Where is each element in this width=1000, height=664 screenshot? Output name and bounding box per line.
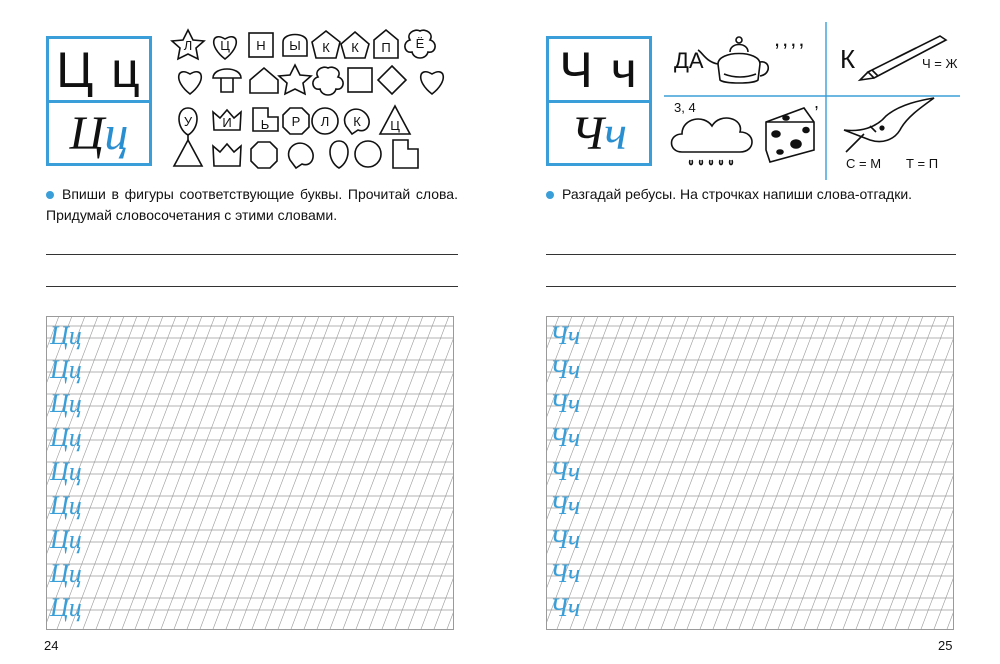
shapes-puzzle <box>168 28 458 178</box>
shape-letter: К <box>322 40 330 55</box>
grid-slant-line <box>200 316 319 630</box>
cloud-icon <box>672 118 753 164</box>
grid-slant-line <box>96 316 215 630</box>
sample-cursive-letters: Чч <box>550 423 581 452</box>
shape-row-1 <box>172 30 435 59</box>
swallow-icon <box>844 98 934 152</box>
teapot-icon <box>698 37 768 83</box>
cursive-upper: Ч <box>571 106 605 160</box>
printed-letter: Ч ч <box>549 39 649 103</box>
shape-letter: Ё <box>415 36 425 51</box>
grid-slant-line <box>317 316 436 630</box>
grid-slant-line <box>174 316 293 630</box>
rebus-commas: ,,,, <box>774 26 807 51</box>
handwriting-grid <box>46 316 454 630</box>
grid-slant-line <box>609 316 728 630</box>
sample-cursive-letters: Цц <box>50 389 82 418</box>
bullet-icon <box>46 191 54 199</box>
grid-slant-line <box>674 316 793 630</box>
cursive-lower: ц <box>104 106 129 160</box>
shape-row-2 <box>179 65 444 95</box>
sample-cursive-letters: Цц <box>50 423 82 452</box>
grid-border <box>47 317 454 630</box>
sample-cursive-letters: Чч <box>550 593 581 622</box>
rebus-comma: , <box>814 92 820 112</box>
grid-slant-line <box>804 316 923 630</box>
task-instruction <box>546 184 958 205</box>
grid-slant-line <box>226 316 345 630</box>
rebus-rule: Ч = Ж <box>922 56 958 71</box>
handwriting-grid <box>546 316 954 630</box>
shape-letter: К <box>353 114 361 129</box>
shape-letter: П <box>381 40 391 55</box>
sample-cursive-letters: Цц <box>50 593 82 622</box>
sample-cursive-letters: Чч <box>550 491 581 520</box>
cursive-lower: ч <box>604 106 627 160</box>
grid-slant-line <box>622 316 741 630</box>
grid-slant-line <box>895 316 954 630</box>
sample-cursive-letters: Чч <box>550 559 581 588</box>
grid-slant-line <box>239 316 358 630</box>
grid-slant-line <box>752 316 871 630</box>
instruction-text: Впиши в фигуры соответствующие буквы. Прочитай слова. Придумай словосочетания с этими словами. <box>46 186 458 223</box>
answer-line <box>546 286 956 287</box>
shape-letter: Ь <box>260 117 270 132</box>
grid-slant-line <box>596 316 715 630</box>
grid-slant-line <box>109 316 228 630</box>
rebus-numbers: 3, 4 <box>674 100 696 115</box>
grid-slant-line <box>635 316 754 630</box>
letter-card-ch <box>546 36 652 166</box>
grid-slant-line <box>765 316 884 630</box>
sample-cursive-letters: Чч <box>550 525 581 554</box>
grid-slant-line <box>304 316 423 630</box>
shape-letter: Ы <box>289 38 301 53</box>
grid-slant-line <box>843 316 954 630</box>
grid-slant-line <box>278 316 397 630</box>
shape-row-4 <box>174 140 418 168</box>
letter-card-ts <box>46 36 152 166</box>
instruction-text: Разгадай ребусы. На строчках напиши слова-отгадки. <box>562 186 913 202</box>
cursive-letter <box>549 103 649 163</box>
cheese-icon <box>766 108 814 162</box>
grid-slant-line <box>148 316 267 630</box>
answer-line <box>46 254 458 255</box>
grid-slant-line <box>570 316 689 630</box>
printed-letter: Ц ц <box>49 39 149 103</box>
sample-cursive-letters: Цц <box>50 491 82 520</box>
cursive-upper: Ц <box>69 106 105 160</box>
grid-slant-line <box>687 316 806 630</box>
shape-letter: Р <box>291 114 301 129</box>
grid-slant-line <box>291 316 410 630</box>
shape-letter: Л <box>183 38 193 53</box>
task-instruction <box>46 184 458 226</box>
grid-slant-line <box>395 316 454 630</box>
shape-letter: Л <box>320 114 330 129</box>
grid-slant-line <box>343 316 454 630</box>
grid-slant-line <box>648 316 767 630</box>
grid-slant-line <box>70 316 189 630</box>
grid-slant-line <box>187 316 306 630</box>
rebus-syllable: ДА <box>674 48 704 73</box>
shape-letters-row-1 <box>184 36 425 55</box>
grid-slant-line <box>83 316 202 630</box>
rebus-rule: С = М <box>846 156 882 171</box>
rebus-rule: Т = П <box>906 156 939 171</box>
grid-slant-line <box>830 316 949 630</box>
page-number: 24 <box>44 638 59 653</box>
shape-letter: Н <box>256 38 266 53</box>
grid-slant-line <box>583 316 702 630</box>
answer-line <box>546 254 956 255</box>
sample-cursive-letters: Чч <box>550 389 581 418</box>
grid-slant-line <box>135 316 254 630</box>
shape-letter: Ц <box>220 38 230 53</box>
rebus-panel <box>664 22 960 180</box>
shape-letter: У <box>183 114 193 129</box>
page-number: 25 <box>938 638 953 653</box>
grid-slant-line <box>265 316 384 630</box>
grid-slant-line <box>713 316 832 630</box>
grid-border <box>547 317 954 630</box>
shape-letter: К <box>351 40 359 55</box>
grid-slant-line <box>252 316 371 630</box>
sample-cursive-letters: Цц <box>50 525 82 554</box>
sample-cursive-letters: Чч <box>550 457 581 486</box>
grid-slant-line <box>817 316 936 630</box>
sample-cursive-letters: Чч <box>550 355 581 384</box>
sample-cursive-letters: Чч <box>550 321 581 350</box>
grid-slant-line <box>700 316 819 630</box>
shape-letter: И <box>222 115 232 130</box>
sample-cursive-letters: Цц <box>50 321 82 350</box>
grid-slant-line <box>947 316 954 630</box>
sample-cursive-letters: Цц <box>50 457 82 486</box>
grid-slant-line <box>161 316 280 630</box>
grid-slant-line <box>447 316 454 630</box>
cursive-letter <box>49 103 149 163</box>
shape-letter: Ц <box>390 118 400 133</box>
grid-slant-line <box>726 316 845 630</box>
sample-cursive-letters: Цц <box>50 559 82 588</box>
rebus-letter: К <box>840 44 856 74</box>
grid-slant-line <box>213 316 332 630</box>
answer-line <box>46 286 458 287</box>
grid-slant-line <box>791 316 910 630</box>
grid-slant-line <box>739 316 858 630</box>
grid-slant-line <box>661 316 780 630</box>
grid-slant-line <box>778 316 897 630</box>
sample-cursive-letters: Цц <box>50 355 82 384</box>
bullet-icon <box>546 191 554 199</box>
grid-slant-line <box>122 316 241 630</box>
grid-slant-line <box>330 316 449 630</box>
